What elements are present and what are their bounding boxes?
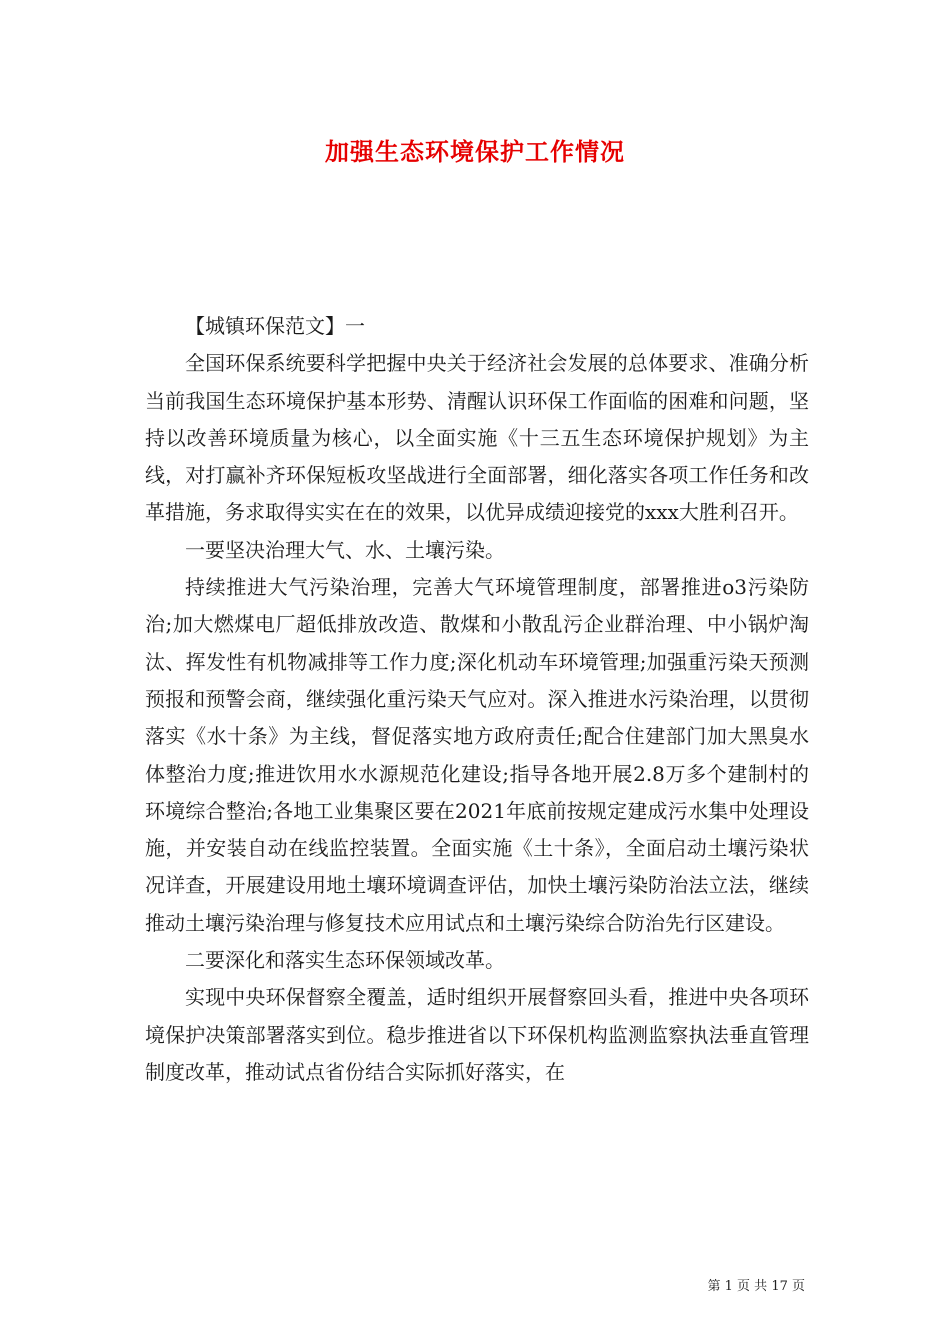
paragraph: 全国环保系统要科学把握中央关于经济社会发展的总体要求、准确分析当前我国生态环境保护基本形势、清醒认识环保工作面临的困难和问题，坚持以改善环境质量为核心，以全面实施《十三五生态环境保护规划》为主线，对打赢补齐环保短板攻坚战进行全面部署，细化落实各项工作任务和改革措施，务求取得实实在在的效果，以优异成绩迎接党的xxx大胜利召开。 (145, 351, 809, 525)
paragraph: 持续推进大气污染治理，完善大气环境管理制度，部署推进o3污染防治;加大燃煤电厂超低排放改造、散煤和小散乱污企业群治理、中小锅炉淘汰、挥发性有机物减排等工作力度;深化机动车环境管理;加强重污染天预测预报和预警会商，继续强化重污染天气应对。深入推进水污染治理，以贯彻落实《水十条》为主线，督促落实地方政府责任;配合住建部门加大黑臭水体整治力度;推进饮用水水源规范化建设;指导各地开展2.8万多个建制村的环境综合整治;各地工业集聚区要在2021年底前按规定建成污水集中处理设施，并安装自动在线监控装置。全面实施《土十条》，全面启动土壤污染状况详查，开展建设用地土壤环境调查评估，加快土壤污染防治法立法，继续推动土壤污染治理与修复技术应用试点和土壤污染综合防治先行区建设。 (145, 575, 809, 935)
document-body (145, 308, 809, 1091)
paragraph: 实现中央环保督察全覆盖，适时组织开展督察回头看，推进中央各项环境保护决策部署落实到位。稳步推进省以下环保机构监测监察执法垂直管理制度改革，推动试点省份结合实际抓好落实，在 (145, 985, 809, 1084)
section-heading: 【城镇环保范文】一 (185, 314, 365, 338)
page-title: 加强生态环境保护工作情况 (325, 137, 625, 166)
paragraph-heading: 二要深化和落实生态环保领域改革。 (185, 948, 505, 973)
page-number: 第 1 页 共 17 页 (707, 1279, 805, 1294)
paragraph-heading: 一要坚决治理大气、水、土壤污染。 (185, 537, 505, 562)
